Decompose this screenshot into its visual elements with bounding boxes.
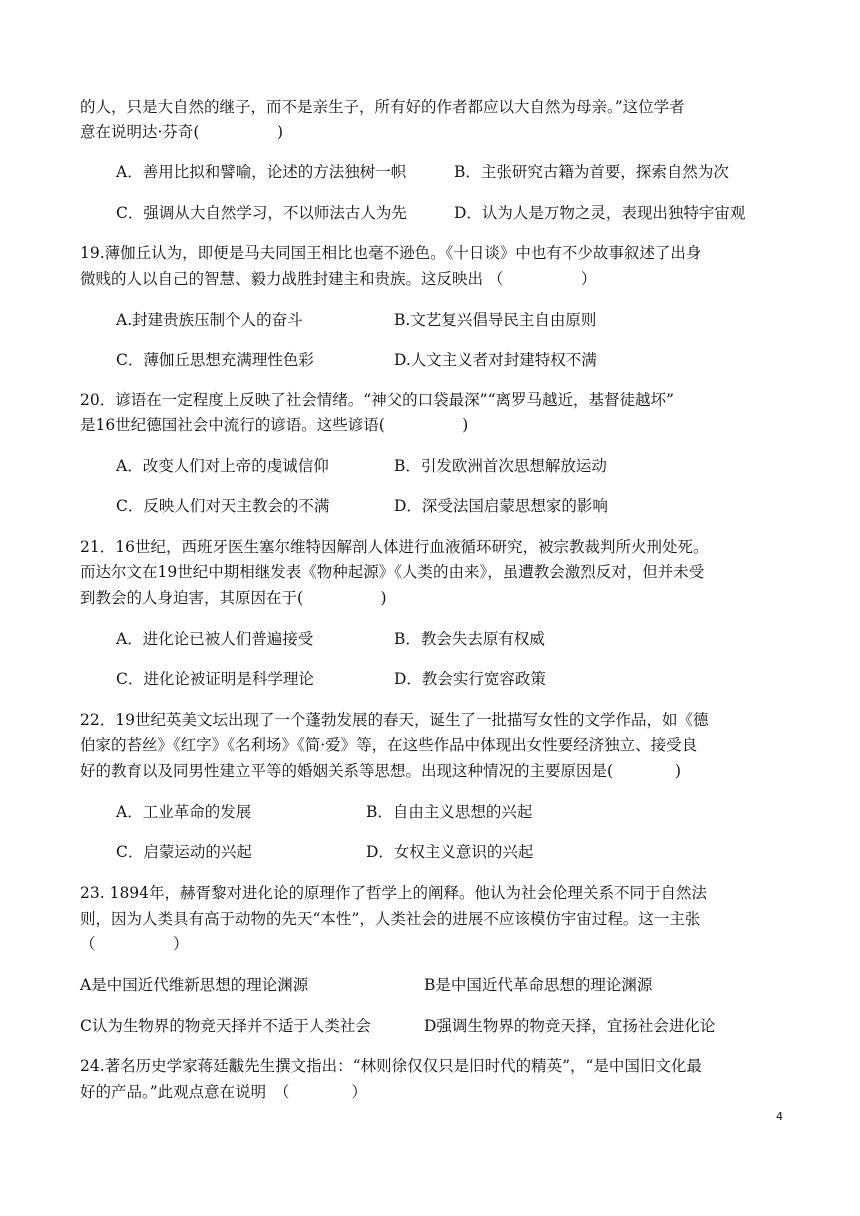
q23-option-d: D强调生物界的物竞天择，宜扬社会进化论 <box>424 1017 716 1035</box>
q18-option-c: C．强调从大自然学习，不以师法古人为先 <box>116 204 407 222</box>
q19-option-b: B.文艺复兴倡导民主自由原则 <box>394 311 597 329</box>
q21-stem-line-3: 到教会的人身迫害，其原因在于( ) <box>80 589 387 607</box>
q20-stem-line-1: 20．谚语在一定程度上反映了社会情绪。“神父的口袋最深”“离罗马越近，基督徒越坏” <box>80 391 674 409</box>
q21-option-d: D．教会实行宽容政策 <box>394 670 546 688</box>
q24-stem-line-2: 好的产品。”此观点意在说明 （ ） <box>80 1083 367 1101</box>
q22-option-c: C．启蒙运动的兴起 <box>116 843 252 861</box>
q23-option-b: B是中国近代革命思想的理论渊源 <box>424 976 653 994</box>
q20-option-c: C．反映人们对天主教会的不满 <box>116 497 330 515</box>
q21-option-c: C．进化论被证明是科学理论 <box>116 670 314 688</box>
q18-option-d: D．认为人是万物之灵，表现出独特宇宙观 <box>454 204 746 222</box>
q21-option-b: B．教会失去原有权威 <box>394 630 545 648</box>
q18-stem-line-2: 意在说明达·芬奇( ) <box>80 123 284 141</box>
q20-option-d: D．深受法国启蒙思想家的影响 <box>394 497 608 515</box>
q21-stem-line-1: 21．16世纪，西班牙医生塞尔维特因解剖人体进行血液循环研究，被宗教裁判所火刑处死。 <box>80 538 709 556</box>
q20-option-b: B．引发欧洲首次思想解放运动 <box>394 457 607 475</box>
q19-option-a: A.封建贵族压制个人的奋斗 <box>116 311 303 329</box>
q19-option-c: C．薄伽丘思想充满理性色彩 <box>116 351 314 369</box>
q20-stem-line-2: 是16世纪德国社会中流行的谚语。这些谚语( ) <box>80 416 469 434</box>
q23-option-c: C认为生物界的物竞天择并不适于人类社会 <box>80 1017 371 1035</box>
q22-option-b: B．自由主义思想的兴起 <box>366 803 533 821</box>
q23-stem-line-3: （ ） <box>80 935 189 953</box>
q24-stem-line-1: 24.著名历史学家蒋廷黻先生撰文指出：“林则徐仅仅只是旧时代的精英”，“是中国旧文化最 <box>80 1057 702 1075</box>
q22-option-d: D．女权主义意识的兴起 <box>366 843 534 861</box>
q22-option-a: A．工业革命的发展 <box>116 803 252 821</box>
q18-option-a: A．善用比拟和譬喻，论述的方法独树一帜 <box>116 163 407 181</box>
q22-stem-line-2: 伯家的苔丝》《红字》《名利场》《简·爱》等，在这些作品中体现出女性要经济独立、接受良 <box>80 736 698 754</box>
q23-stem-line-1: 23. 1894年，赫胥黎对进化论的原理作了哲学上的阐释。他认为社会伦理关系不同于自然法 <box>80 884 708 902</box>
q21-stem-line-2: 而达尔文在19世纪中期相继发表《物种起源》《人类的由来》，虽遭教会激烈反对，但并未受 <box>80 563 705 581</box>
q18-option-b: B．主张研究古籍为首要，探索自然为次 <box>454 163 729 181</box>
q18-stem-line-1: 的人，只是大自然的继子，而不是亲生子，所有好的作者都应以大自然为母亲。”这位学者 <box>80 98 685 116</box>
q22-stem-line-1: 22．19世纪英美文坛出现了一个蓬勃发展的春天，诞生了一批描写女性的文学作品，如《德 <box>80 711 709 729</box>
q22-stem-line-3: 好的教育以及同男性建立平等的婚姻关系等思想。出现这种情况的主要原因是( ) <box>80 762 682 780</box>
q20-option-a: A．改变人们对上帝的虔诚信仰 <box>116 457 329 475</box>
q19-stem-line-1: 19.薄伽丘认为，即便是马夫同国王相比也毫不逊色。《十日谈》中也有不少故事叙述了出身 <box>80 244 702 262</box>
q19-stem-line-2: 微贱的人以自己的智慧、毅力战胜封建主和贵族。这反映出 （ ） <box>80 270 597 288</box>
page-number: 4 <box>776 1110 783 1123</box>
q19-option-d: D.人文主义者对封建特权不满 <box>394 351 597 369</box>
q23-stem-line-2: 则，因为人类具有高于动物的先天“本性”，人类社会的进展不应该模仿宇宙过程。这一主张 <box>80 910 701 928</box>
q23-option-a: A是中国近代维新思想的理论渊源 <box>80 976 309 994</box>
q21-option-a: A．进化论已被人们普遍接受 <box>116 630 314 648</box>
